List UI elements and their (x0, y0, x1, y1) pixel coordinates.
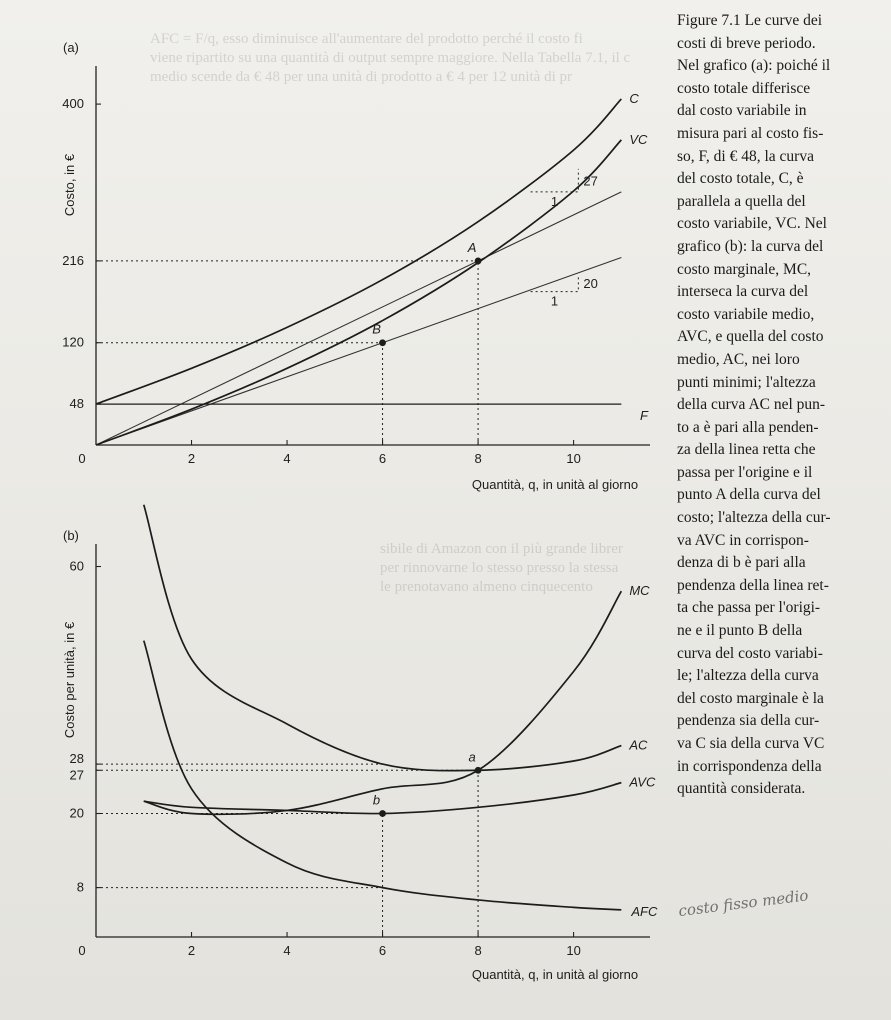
x-tick-label: 0 (78, 943, 86, 958)
x-tick-label: 8 (474, 451, 482, 466)
panel-a (62, 40, 650, 492)
panel-a-xlabel: Quantità, q, in unità al giorno (471, 477, 639, 492)
slope-triangle-upper (531, 169, 579, 192)
caption-line: punti minimi; l'altezza (677, 373, 816, 391)
slope-run-label: 1 (550, 293, 559, 309)
caption-line: costo; l'altezza della cur- (677, 509, 831, 527)
y-tick-label: 27 (69, 767, 84, 783)
point-label-A: A (467, 239, 477, 255)
y-tick-label: 28 (69, 751, 84, 767)
caption-line: costo variabile medio, (677, 305, 815, 323)
caption-line: costo variabile, VC. Nel (677, 215, 827, 233)
y-tick-label: 400 (62, 96, 84, 112)
series-label-vc: VC (629, 131, 648, 147)
caption-line: costo totale differisce (677, 79, 811, 97)
x-tick-label: 10 (566, 943, 581, 958)
slope-triangle-lower (531, 275, 579, 292)
caption-line: so, F, di € 48, la curva (677, 147, 814, 165)
x-tick-label: 6 (378, 451, 387, 466)
caption-line: medio, AC, nei loro (677, 350, 800, 368)
bleed-through-text: AFC = F/q, esso diminuisce all'aumentare del prodotto perché il costo fi viene ripartito su una quantità di output sempre maggiore. Nella Tabella 7.1, il c medio scende da € 48 per una unità di prodotto a € 4 per 12 unità di pr (150, 31, 631, 85)
caption-line: misura pari al costo fis- (677, 124, 824, 142)
caption-line: le; l'altezza della curva (677, 667, 819, 685)
caption-line: del costo totale, C, è (677, 170, 804, 188)
curve-c (96, 99, 621, 404)
caption-line: pendenza sia della cur- (677, 712, 820, 730)
caption-line: curva del costo variabi- (677, 644, 823, 662)
caption-line: va AVC in corrispon- (677, 531, 809, 549)
slope-rise-label: 27 (583, 173, 598, 189)
series-label-f: F (640, 408, 648, 424)
y-tick-label: 216 (62, 252, 84, 268)
x-tick-label: 10 (566, 451, 581, 466)
x-tick-label: 2 (187, 943, 196, 958)
caption-line: dal costo variabile in (677, 102, 807, 120)
curve-ac (144, 505, 622, 771)
curve-avc (144, 783, 622, 814)
caption-line: interseca la curva del (677, 283, 809, 301)
panel-a-ylabel: Costo, in € (62, 153, 77, 217)
handwritten-note: costo fisso medio (677, 886, 810, 921)
bleed-through-text-2: sibile di Amazon con il più grande librer per rinnovarne lo stesso presso la stessa le prenotavano almeno cinquecento (380, 541, 623, 595)
caption-line: Nel grafico (a): poiché il (677, 57, 831, 75)
curve-afc (144, 641, 622, 910)
slope-rise-label: 20 (583, 276, 598, 292)
x-tick-label: 4 (283, 943, 291, 958)
slope-run-label: 1 (550, 193, 559, 209)
caption-line: quantità considerata. (677, 780, 806, 798)
panel-a-label: (a) (63, 40, 79, 55)
caption-line: denza di b è pari alla (677, 554, 806, 572)
point-A (475, 258, 482, 265)
caption-line: costi di breve periodo. (677, 34, 816, 52)
series-label-avc: AVC (629, 774, 656, 790)
caption-line: za della linea retta che (677, 441, 816, 459)
series-label-afc: AFC (631, 903, 658, 919)
ray-from-origin (96, 192, 621, 445)
caption-line: Figure 7.1 Le curve dei (677, 12, 823, 29)
caption-line: ta che passa per l'origi- (677, 599, 821, 617)
caption-line: AVC, e quella del costo (677, 328, 824, 346)
x-tick-label: 0 (78, 451, 86, 466)
point-label-B: B (372, 321, 381, 337)
point-label-b: b (372, 792, 381, 808)
point-a (475, 767, 482, 774)
series-label-c: C (629, 90, 639, 106)
caption-line: grafico (b): la curva del (677, 237, 824, 255)
panel-b-xlabel: Quantità, q, in unità al giorno (471, 967, 639, 982)
caption-line: ne e il punto B della (677, 622, 803, 640)
caption-line: in corrispondenza della (677, 757, 822, 775)
y-tick-label: 48 (69, 396, 84, 412)
caption-line: della curva AC nel pun- (677, 396, 826, 414)
x-tick-label: 4 (283, 451, 291, 466)
caption-line: parallela a quella del (677, 192, 806, 210)
caption-line: del costo marginale è la (677, 689, 824, 707)
figure-caption (677, 10, 863, 801)
x-tick-label: 6 (378, 943, 387, 958)
point-b (379, 810, 386, 817)
caption-line: passa per l'origine e il (677, 463, 813, 481)
y-tick-label: 8 (76, 879, 84, 895)
y-tick-label: 20 (69, 805, 84, 821)
curve-mc (144, 591, 622, 814)
caption-line: pendenza della linea ret- (677, 576, 829, 594)
panel-b-label: (b) (63, 528, 79, 543)
y-tick-label: 120 (62, 334, 84, 350)
caption-line: costo marginale, MC, (677, 260, 812, 278)
ray-from-origin (96, 258, 621, 446)
panel-b (62, 505, 658, 982)
caption-line: punto A della curva del (677, 486, 821, 504)
y-tick-label: 60 (69, 558, 84, 574)
caption-line: va C sia della curva VC (677, 735, 825, 752)
x-tick-label: 2 (187, 451, 196, 466)
series-label-mc: MC (629, 583, 650, 599)
point-B (379, 339, 386, 346)
x-tick-label: 8 (474, 943, 482, 958)
panel-b-ylabel: Costo per unità, in € (62, 621, 77, 739)
point-label-a: a (468, 749, 476, 765)
caption-line: to a è pari alla penden- (677, 418, 819, 436)
series-label-ac: AC (629, 737, 648, 753)
